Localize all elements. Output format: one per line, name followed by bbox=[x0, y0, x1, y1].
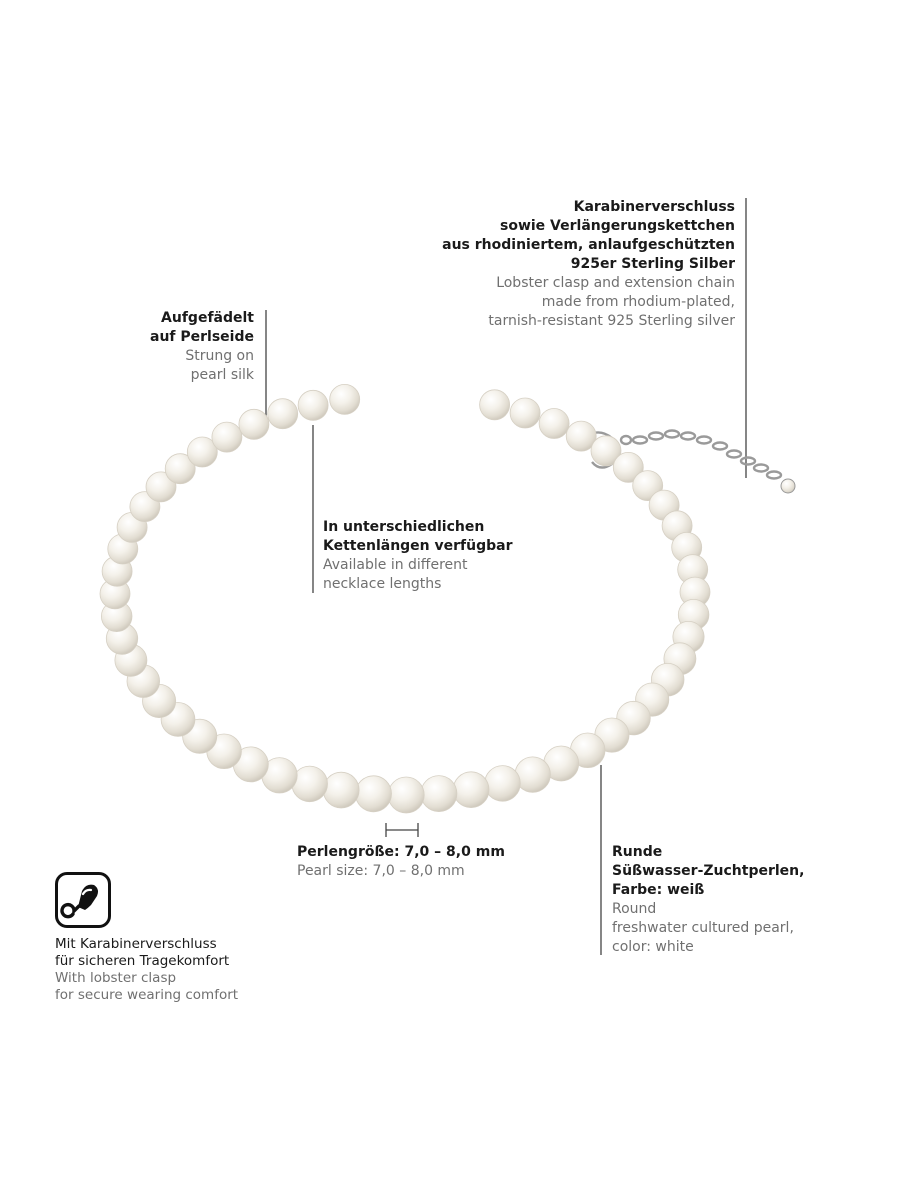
clasp-annotation-de bbox=[442, 198, 735, 274]
pearl bbox=[323, 772, 359, 808]
lobster-feature-en bbox=[55, 970, 238, 1004]
clasp-annotation-en bbox=[442, 274, 735, 331]
pearl bbox=[239, 409, 269, 439]
pearl bbox=[298, 390, 328, 420]
silk-annotation bbox=[150, 309, 254, 385]
annotation-line: for secure wearing comfort bbox=[55, 987, 239, 1003]
annotation-line: Farbe: weiß bbox=[612, 882, 705, 898]
lobster-feature bbox=[55, 936, 238, 1004]
annotation-line: sowie Verlängerungskettchen bbox=[500, 218, 735, 234]
annotation-line: made from rhodium-plated, bbox=[541, 294, 735, 310]
annotation-line: aus rhodiniertem, anlaufgeschützten bbox=[442, 237, 735, 253]
lobster-feature-de bbox=[55, 936, 238, 970]
chain-link bbox=[713, 443, 727, 450]
chain-link bbox=[727, 451, 741, 458]
annotation-line: Mit Karabinerverschluss bbox=[55, 936, 217, 952]
annotation-line: Karabinerverschluss bbox=[573, 199, 735, 215]
clasp-ring bbox=[621, 436, 631, 444]
annotation-line: freshwater cultured pearl, bbox=[612, 920, 794, 936]
length-annotation bbox=[323, 518, 513, 594]
pearl bbox=[330, 384, 360, 414]
annotation-line: Strung on bbox=[185, 348, 254, 364]
pearl-strand bbox=[100, 384, 710, 813]
length-annotation-de bbox=[323, 518, 513, 556]
pearl bbox=[356, 776, 392, 812]
chain-link bbox=[767, 472, 781, 479]
pearl bbox=[510, 398, 540, 428]
pearl-size-bracket bbox=[386, 823, 418, 837]
pearl bbox=[453, 772, 489, 808]
pearl bbox=[292, 766, 328, 802]
clasp-annotation bbox=[442, 198, 735, 331]
annotation-line: With lobster clasp bbox=[55, 970, 177, 986]
annotation-line: tarnish-resistant 925 Sterling silver bbox=[488, 313, 735, 329]
pearl bbox=[480, 390, 510, 420]
annotation-line: In unterschiedlichen bbox=[323, 519, 485, 535]
annotation-line: auf Perlseide bbox=[150, 329, 254, 345]
annotation-line: necklace lengths bbox=[323, 576, 442, 592]
pearl bbox=[421, 776, 457, 812]
chain-link bbox=[741, 458, 755, 465]
chain-link bbox=[697, 437, 711, 444]
annotation-line: für sicheren Tragekomfort bbox=[55, 953, 230, 969]
chain-link bbox=[633, 437, 647, 444]
annotation-line: Round bbox=[612, 901, 657, 917]
lobster-clasp-icon bbox=[55, 872, 111, 928]
pearl-annotation-de bbox=[612, 843, 804, 900]
chain-end-bead bbox=[781, 479, 795, 493]
pearl-annotation-en bbox=[612, 900, 804, 957]
chain-link bbox=[754, 465, 768, 472]
annotation-line: Available in different bbox=[323, 557, 468, 573]
size-annotation bbox=[297, 843, 505, 881]
chain-link bbox=[665, 431, 679, 438]
chain-link bbox=[681, 433, 695, 440]
annotation-line: color: white bbox=[612, 939, 694, 955]
pearl bbox=[388, 777, 424, 813]
annotation-line: Aufgefädelt bbox=[161, 310, 254, 326]
annotation-line: Kettenlängen verfügbar bbox=[323, 538, 513, 554]
pearl bbox=[268, 399, 298, 429]
pearl bbox=[485, 766, 521, 802]
annotation-line: Runde bbox=[612, 844, 663, 860]
annotation-line: Süßwasser-Zuchtperlen, bbox=[612, 863, 805, 879]
annotation-line: Lobster clasp and extension chain bbox=[496, 275, 735, 291]
pearl-annotation bbox=[612, 843, 804, 957]
lobster-clasp-glyph bbox=[58, 875, 108, 925]
silk-annotation-en bbox=[150, 347, 254, 385]
size-annotation-en: Pearl size: 7,0 – 8,0 mm bbox=[297, 863, 465, 879]
annotation-line: 925er Sterling Silber bbox=[570, 256, 735, 272]
chain-link bbox=[649, 433, 663, 440]
silk-annotation-de bbox=[150, 309, 254, 347]
pearl bbox=[212, 422, 242, 452]
length-annotation-en bbox=[323, 556, 513, 594]
size-annotation-de: Perlengröße: 7,0 – 8,0 mm bbox=[297, 844, 505, 860]
pearl bbox=[539, 409, 569, 439]
annotation-line: pearl silk bbox=[190, 367, 254, 383]
